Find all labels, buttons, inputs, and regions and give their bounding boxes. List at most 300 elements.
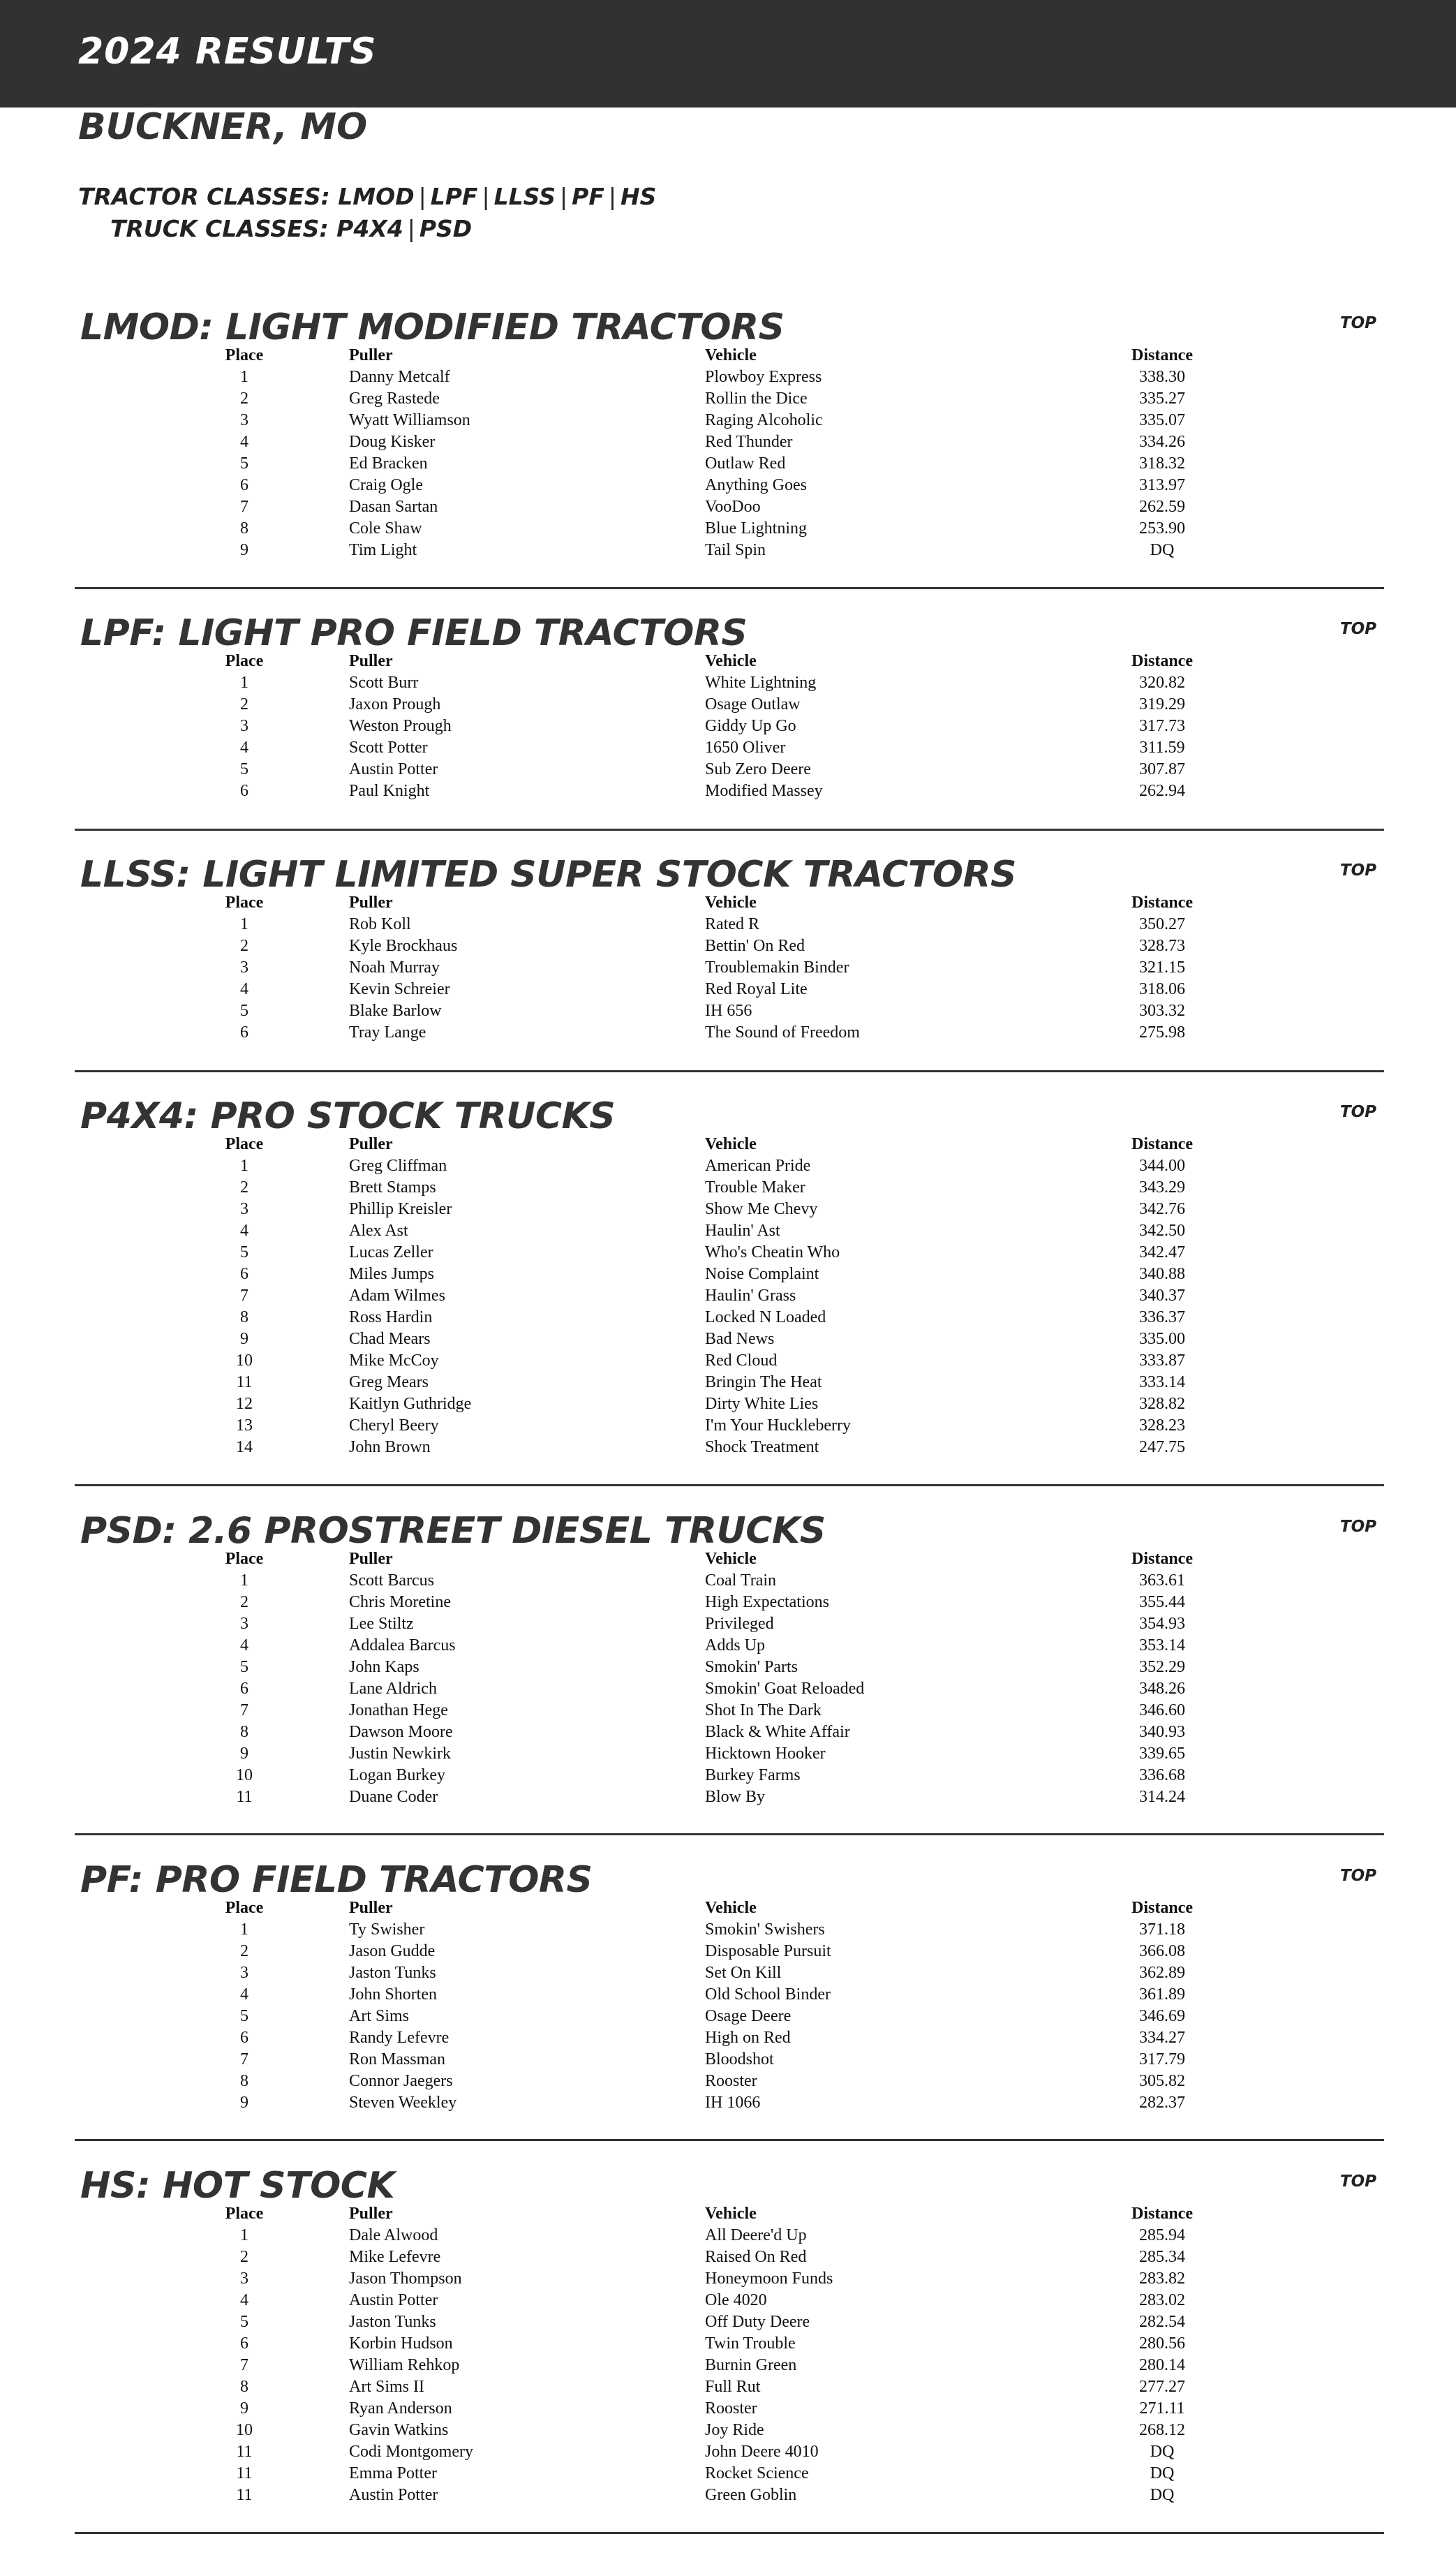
table-row (140, 1592, 1228, 1613)
cell-vehicle: Bad News (705, 1330, 775, 1348)
results-table (140, 1548, 1228, 1808)
table-row (140, 2463, 1228, 2485)
column-header-vehicle: Vehicle (705, 894, 757, 912)
table-row (140, 453, 1228, 475)
cell-place: 7 (240, 2356, 248, 2374)
column-header-distance: Distance (1131, 346, 1193, 364)
cell-vehicle: Bloodshot (705, 2050, 774, 2068)
cell-distance: 280.56 (1139, 2334, 1185, 2353)
cell-puller: Codi Montgomery (349, 2443, 473, 2461)
cell-puller: Austin Potter (349, 2291, 438, 2309)
cell-distance: 317.73 (1139, 717, 1185, 735)
table-row (140, 1984, 1228, 2006)
cell-distance: 335.00 (1139, 1330, 1185, 1348)
column-header-distance: Distance (1131, 894, 1193, 912)
table-row (140, 1177, 1228, 1199)
cell-vehicle: Osage Deere (705, 2007, 792, 2025)
results-table (140, 1134, 1228, 1458)
cell-puller: Addalea Barcus (349, 1636, 456, 1655)
column-header-puller: Puller (349, 1899, 393, 1917)
table-row (140, 2092, 1228, 2114)
cell-place: 4 (240, 1636, 248, 1655)
column-header-vehicle: Vehicle (705, 1550, 757, 1568)
cell-place: 4 (240, 1222, 248, 1240)
section-divider (75, 2532, 1384, 2534)
cell-distance: 335.07 (1139, 411, 1185, 429)
cell-place: 1 (240, 674, 248, 692)
cell-vehicle: Tail Spin (705, 541, 766, 559)
cell-distance: 346.69 (1139, 2007, 1185, 2025)
cell-puller: Kaitlyn Guthridge (349, 1395, 472, 1413)
cell-distance: 333.14 (1139, 1373, 1185, 1391)
cell-place: 3 (240, 1964, 248, 1982)
table-row (140, 1350, 1228, 1372)
cell-vehicle: Outlaw Red (705, 454, 786, 473)
cell-distance: 262.59 (1139, 498, 1185, 516)
table-row (140, 1678, 1228, 1700)
cell-place: 10 (236, 1352, 253, 1370)
class-link-llss[interactable]: LLSS (493, 183, 556, 210)
cell-distance: 333.87 (1139, 1352, 1185, 1370)
cell-place: 4 (240, 980, 248, 998)
cell-puller: Blake Barlow (349, 1002, 442, 1020)
cell-distance: 328.23 (1139, 1416, 1185, 1435)
table-row (140, 737, 1228, 759)
cell-puller: Danny Metcalf (349, 368, 450, 386)
cell-distance: 253.90 (1139, 519, 1185, 538)
section-divider (75, 2139, 1384, 2141)
cell-vehicle: Red Cloud (705, 1352, 778, 1370)
table-row (140, 388, 1228, 410)
column-header-distance: Distance (1131, 1550, 1193, 1568)
table-row (140, 2071, 1228, 2092)
cell-distance: 283.82 (1139, 2270, 1185, 2288)
cell-vehicle: Bringin The Heat (705, 1373, 822, 1391)
table-row (140, 759, 1228, 780)
cell-place: 5 (240, 1658, 248, 1676)
cell-puller: Art Sims (349, 2007, 410, 2025)
table-row (140, 1570, 1228, 1592)
table-row (140, 1722, 1228, 1743)
cell-vehicle: Adds Up (705, 1636, 766, 1655)
table-row (140, 1199, 1228, 1220)
cell-distance: 340.37 (1139, 1287, 1185, 1305)
column-header-puller: Puller (349, 894, 393, 912)
cell-distance: 305.82 (1139, 2072, 1185, 2090)
cell-puller: Dasan Sartan (349, 498, 438, 516)
cell-place: 9 (240, 1330, 248, 1348)
table-row (140, 431, 1228, 453)
cell-vehicle: Burkey Farms (705, 1766, 801, 1784)
cell-puller: Chris Moretine (349, 1593, 451, 1611)
table-header-row (140, 2203, 1228, 2225)
table-row (140, 2355, 1228, 2376)
table-row (140, 1155, 1228, 1177)
cell-vehicle: Modified Massey (705, 782, 823, 800)
cell-puller: Scott Burr (349, 674, 419, 692)
cell-vehicle: Off Duty Deere (705, 2313, 810, 2331)
cell-puller: John Kaps (349, 1658, 419, 1676)
cell-distance: 340.88 (1139, 1265, 1185, 1283)
class-link-p4x4[interactable]: P4X4 (336, 215, 403, 242)
cell-vehicle: IH 656 (705, 1002, 752, 1020)
cell-distance: 320.82 (1139, 674, 1185, 692)
cell-place: 1 (240, 1157, 248, 1175)
cell-vehicle: Show Me Chevy (705, 1200, 818, 1218)
cell-distance: 303.32 (1139, 1002, 1185, 1020)
cell-puller: Cheryl Beery (349, 1416, 439, 1435)
table-row (140, 1307, 1228, 1328)
cell-puller: Jaston Tunks (349, 2313, 436, 2331)
top-link[interactable]: TOP (1339, 314, 1376, 332)
class-link-lpf[interactable]: LPF (430, 183, 478, 210)
class-link-hs[interactable]: HS (621, 183, 657, 210)
column-header-distance: Distance (1131, 1135, 1193, 1153)
cell-place: 10 (236, 1766, 253, 1784)
tractor-classes-nav (78, 183, 656, 210)
cell-puller: Kyle Brockhaus (349, 937, 458, 955)
table-row (140, 2420, 1228, 2441)
cell-distance: 350.27 (1139, 915, 1185, 933)
cell-vehicle: Black & White Affair (705, 1723, 850, 1741)
cell-distance: DQ (1150, 2464, 1175, 2482)
cell-distance: 268.12 (1139, 2421, 1185, 2439)
cell-puller: Austin Potter (349, 760, 438, 778)
top-link[interactable]: TOP (1339, 2172, 1376, 2191)
section-title: HS: HOT STOCK (80, 2165, 395, 2207)
cell-place: 1 (240, 2226, 248, 2244)
class-link-lmod[interactable]: LMOD (338, 183, 415, 210)
cell-distance: 361.89 (1139, 1985, 1185, 2004)
cell-vehicle: Osage Outlaw (705, 695, 801, 713)
cell-distance: 275.98 (1139, 1023, 1185, 1042)
cell-place: 4 (240, 433, 248, 451)
cell-place: 6 (240, 782, 248, 800)
cell-puller: Jaxon Prough (349, 695, 441, 713)
cell-distance: 366.08 (1139, 1942, 1185, 1960)
cell-vehicle: Rocket Science (705, 2464, 809, 2482)
table-row (140, 935, 1228, 957)
cell-distance: 334.26 (1139, 433, 1185, 451)
cell-distance: 311.59 (1139, 739, 1185, 757)
cell-distance: 271.11 (1139, 2399, 1185, 2418)
cell-distance: 314.24 (1139, 1788, 1185, 1806)
cell-place: 6 (240, 476, 248, 494)
truck-classes-nav (110, 215, 472, 242)
column-header-place: Place (225, 1899, 264, 1917)
cell-distance: DQ (1150, 2486, 1175, 2504)
cell-place: 4 (240, 739, 248, 757)
location-title: BUCKNER, MO (78, 106, 368, 148)
cell-puller: John Brown (349, 1438, 431, 1456)
cell-puller: Kevin Schreier (349, 980, 450, 998)
table-row (140, 2333, 1228, 2355)
cell-place: 8 (240, 1308, 248, 1326)
section-title: LMOD: LIGHT MODIFIED TRACTORS (80, 306, 785, 348)
cell-place: 2 (240, 937, 248, 955)
column-header-puller: Puller (349, 1135, 393, 1153)
cell-vehicle: Smokin' Swishers (705, 1920, 825, 1939)
cell-puller: Greg Rastede (349, 390, 440, 408)
table-row (140, 2290, 1228, 2311)
top-link[interactable]: TOP (1339, 620, 1376, 638)
column-header-vehicle: Vehicle (705, 346, 757, 364)
results-table (140, 345, 1228, 561)
top-link[interactable]: TOP (1339, 1518, 1376, 1536)
cell-vehicle: Green Goblin (705, 2486, 797, 2504)
cell-puller: Randy Lefevre (349, 2029, 450, 2047)
cell-place: 8 (240, 2072, 248, 2090)
cell-vehicle: High on Red (705, 2029, 791, 2047)
cell-distance: 371.18 (1139, 1920, 1185, 1939)
cell-puller: Justin Newkirk (349, 1745, 451, 1763)
table-row (140, 694, 1228, 716)
cell-puller: Chad Mears (349, 1330, 431, 1348)
table-row (140, 496, 1228, 518)
cell-puller: Brett Stamps (349, 1178, 436, 1197)
table-row (140, 1415, 1228, 1437)
cell-distance: 313.97 (1139, 476, 1185, 494)
table-row (140, 1786, 1228, 1808)
table-row (140, 2246, 1228, 2268)
cell-puller: Weston Prough (349, 717, 452, 735)
cell-place: 8 (240, 1723, 248, 1741)
cell-puller: Art Sims II (349, 2378, 424, 2396)
cell-distance: 344.00 (1139, 1157, 1185, 1175)
cell-vehicle: Red Thunder (705, 433, 793, 451)
cell-puller: Rob Koll (349, 915, 411, 933)
table-row (140, 1022, 1228, 1044)
cell-place: 2 (240, 695, 248, 713)
table-row (140, 979, 1228, 1000)
cell-distance: 353.14 (1139, 1636, 1185, 1655)
separator: | (407, 215, 415, 242)
header-bar (0, 0, 1456, 108)
cell-vehicle: Haulin' Grass (705, 1287, 796, 1305)
cell-distance: 317.79 (1139, 2050, 1185, 2068)
cell-place: 7 (240, 2050, 248, 2068)
section-title: LPF: LIGHT PRO FIELD TRACTORS (80, 612, 748, 654)
table-row (140, 1220, 1228, 1242)
cell-vehicle: Red Royal Lite (705, 980, 808, 998)
cell-place: 6 (240, 1023, 248, 1042)
table-row (140, 1743, 1228, 1765)
cell-puller: Scott Potter (349, 739, 428, 757)
cell-vehicle: Rated R (705, 915, 759, 933)
truck-classes-label: TRUCK CLASSES: (110, 215, 329, 242)
cell-puller: Noah Murray (349, 958, 440, 977)
top-link[interactable]: TOP (1339, 1867, 1376, 1885)
table-row (140, 2049, 1228, 2071)
cell-puller: Connor Jaegers (349, 2072, 453, 2090)
class-link-psd[interactable]: PSD (419, 215, 473, 242)
cell-distance: 282.54 (1139, 2313, 1185, 2331)
table-row (140, 1962, 1228, 1984)
cell-vehicle: Bettin' On Red (705, 937, 805, 955)
table-row (140, 716, 1228, 737)
cell-place: 10 (236, 2421, 253, 2439)
cell-distance: 247.75 (1139, 1438, 1185, 1456)
cell-puller: Doug Kisker (349, 433, 436, 451)
cell-place: 6 (240, 1265, 248, 1283)
column-header-vehicle: Vehicle (705, 1899, 757, 1917)
cell-vehicle: Blow By (705, 1788, 766, 1806)
table-row (140, 1264, 1228, 1285)
section-title: PSD: 2.6 PROSTREET DIESEL TRUCKS (80, 1510, 826, 1552)
cell-place: 7 (240, 498, 248, 516)
table-row (140, 2398, 1228, 2420)
cell-vehicle: IH 1066 (705, 2094, 761, 2112)
cell-vehicle: Shock Treatment (705, 1438, 819, 1456)
cell-distance: 280.14 (1139, 2356, 1185, 2374)
class-link-pf[interactable]: PF (572, 183, 604, 210)
cell-distance: 319.29 (1139, 695, 1185, 713)
cell-vehicle: Set On Kill (705, 1964, 782, 1982)
separator: | (482, 183, 490, 210)
cell-vehicle: Anything Goes (705, 476, 807, 494)
table-row (140, 475, 1228, 496)
table-row (140, 2441, 1228, 2463)
cell-place: 11 (236, 1788, 253, 1806)
cell-distance: 262.94 (1139, 782, 1185, 800)
cell-puller: Mike McCoy (349, 1352, 439, 1370)
table-row (140, 1242, 1228, 1264)
cell-place: 1 (240, 1920, 248, 1939)
table-row (140, 1372, 1228, 1393)
column-header-puller: Puller (349, 346, 393, 364)
cell-vehicle: Haulin' Ast (705, 1222, 780, 1240)
column-header-place: Place (225, 1135, 264, 1153)
cell-distance: 346.60 (1139, 1701, 1185, 1719)
section-divider (75, 1070, 1384, 1072)
cell-distance: 328.82 (1139, 1395, 1185, 1413)
table-row (140, 1765, 1228, 1786)
cell-place: 3 (240, 2270, 248, 2288)
results-table (140, 892, 1228, 1044)
cell-vehicle: VooDoo (705, 498, 761, 516)
cell-puller: Greg Mears (349, 1373, 429, 1391)
cell-puller: Dale Alwood (349, 2226, 438, 2244)
column-header-distance: Distance (1131, 652, 1193, 670)
table-row (140, 1000, 1228, 1022)
cell-vehicle: Blue Lightning (705, 519, 807, 538)
top-link[interactable]: TOP (1339, 1103, 1376, 1121)
cell-place: 13 (236, 1416, 253, 1435)
column-header-distance: Distance (1131, 2205, 1193, 2223)
column-header-puller: Puller (349, 2205, 393, 2223)
cell-distance: 328.73 (1139, 937, 1185, 955)
results-table (140, 1897, 1228, 2114)
cell-distance: 342.47 (1139, 1243, 1185, 1261)
cell-distance: 318.32 (1139, 454, 1185, 473)
cell-distance: 340.93 (1139, 1723, 1185, 1741)
table-row (140, 367, 1228, 388)
top-link[interactable]: TOP (1339, 861, 1376, 880)
cell-distance: 342.76 (1139, 1200, 1185, 1218)
cell-place: 1 (240, 915, 248, 933)
cell-distance: 336.68 (1139, 1766, 1185, 1784)
section-title: P4X4: PRO STOCK TRUCKS (80, 1095, 616, 1137)
column-header-puller: Puller (349, 1550, 393, 1568)
cell-vehicle: High Expectations (705, 1593, 829, 1611)
cell-vehicle: Rooster (705, 2072, 757, 2090)
column-header-vehicle: Vehicle (705, 1135, 757, 1153)
cell-puller: Korbin Hudson (349, 2334, 453, 2353)
cell-puller: Steven Weekley (349, 2094, 457, 2112)
cell-puller: Craig Ogle (349, 476, 423, 494)
cell-vehicle: American Pride (705, 1157, 811, 1175)
table-header-row (140, 651, 1228, 672)
cell-distance: 348.26 (1139, 1680, 1185, 1698)
cell-distance: 336.37 (1139, 1308, 1185, 1326)
cell-vehicle: Privileged (705, 1615, 774, 1633)
cell-vehicle: White Lightning (705, 674, 817, 692)
cell-place: 9 (240, 1745, 248, 1763)
section-divider (75, 587, 1384, 589)
table-row (140, 957, 1228, 979)
cell-vehicle: All Deere'd Up (705, 2226, 807, 2244)
cell-distance: 277.27 (1139, 2378, 1185, 2396)
cell-place: 1 (240, 1571, 248, 1590)
cell-place: 2 (240, 2248, 248, 2266)
cell-place: 2 (240, 1178, 248, 1197)
cell-puller: Adam Wilmes (349, 1287, 445, 1305)
cell-place: 1 (240, 368, 248, 386)
cell-distance: 285.94 (1139, 2226, 1185, 2244)
cell-place: 14 (236, 1438, 253, 1456)
cell-place: 11 (236, 1373, 253, 1391)
cell-puller: Lee Stiltz (349, 1615, 414, 1633)
cell-vehicle: I'm Your Huckleberry (705, 1416, 851, 1435)
cell-puller: Paul Knight (349, 782, 430, 800)
page-title: 2024 RESULTS (78, 31, 377, 73)
cell-puller: Wyatt Williamson (349, 411, 470, 429)
table-row (140, 2268, 1228, 2290)
cell-place: 9 (240, 2094, 248, 2112)
cell-place: 9 (240, 541, 248, 559)
cell-distance: 318.06 (1139, 980, 1185, 998)
cell-distance: 338.30 (1139, 368, 1185, 386)
cell-vehicle: Shot In The Dark (705, 1701, 822, 1719)
cell-puller: Dawson Moore (349, 1723, 453, 1741)
cell-vehicle: Rollin the Dice (705, 390, 808, 408)
cell-place: 5 (240, 760, 248, 778)
cell-vehicle: Raised On Red (705, 2248, 807, 2266)
cell-vehicle: 1650 Oliver (705, 739, 786, 757)
cell-puller: William Rehkop (349, 2356, 460, 2374)
cell-distance: 362.89 (1139, 1964, 1185, 1982)
cell-place: 7 (240, 1701, 248, 1719)
table-row (140, 1328, 1228, 1350)
table-row (140, 2027, 1228, 2049)
cell-vehicle: Honeymoon Funds (705, 2270, 833, 2288)
cell-distance: 321.15 (1139, 958, 1185, 977)
cell-puller: Ross Hardin (349, 1308, 433, 1326)
cell-distance: 307.87 (1139, 760, 1185, 778)
cell-vehicle: Who's Cheatin Who (705, 1243, 840, 1261)
cell-vehicle: Smokin' Goat Reloaded (705, 1680, 865, 1698)
table-row (140, 2006, 1228, 2027)
table-header-row (140, 345, 1228, 367)
separator: | (418, 183, 426, 210)
table-row (140, 780, 1228, 802)
table-row (140, 1657, 1228, 1678)
cell-puller: Miles Jumps (349, 1265, 435, 1283)
cell-distance: 335.27 (1139, 390, 1185, 408)
cell-vehicle: Raging Alcoholic (705, 411, 823, 429)
cell-distance: 355.44 (1139, 1593, 1185, 1611)
cell-puller: Austin Potter (349, 2486, 438, 2504)
